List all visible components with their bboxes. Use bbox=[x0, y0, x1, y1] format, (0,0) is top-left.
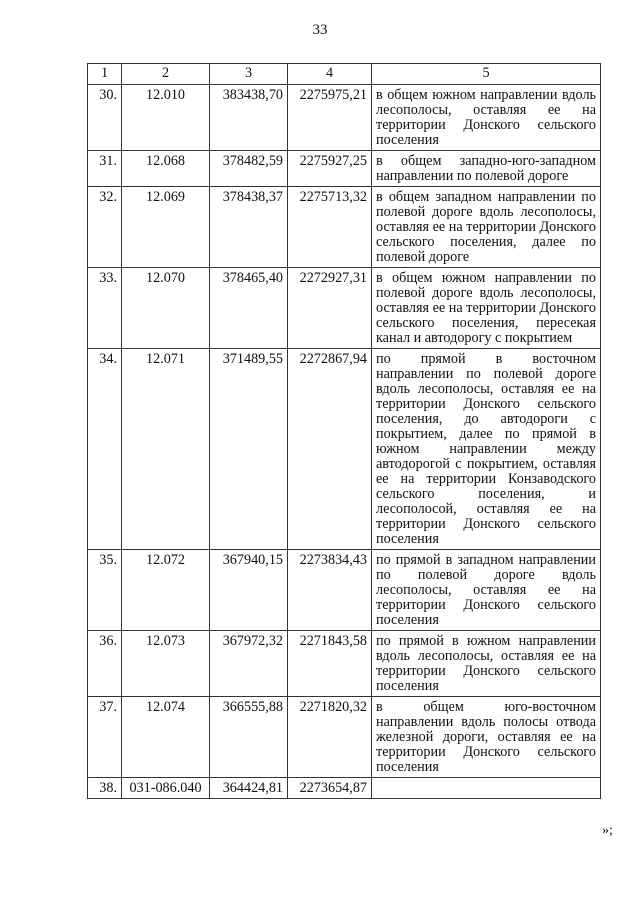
table-row bbox=[88, 85, 601, 151]
boundary-description: в общем западно-юго-западном направлении по полевой дороге bbox=[372, 151, 601, 187]
point-id: 12.069 bbox=[122, 187, 210, 268]
table-row bbox=[88, 778, 601, 799]
header-col-5: 5 bbox=[372, 64, 601, 85]
point-id: 12.073 bbox=[122, 631, 210, 697]
row-number: 31. bbox=[88, 151, 122, 187]
row-number: 32. bbox=[88, 187, 122, 268]
boundary-description: в общем юго-восточном направлении вдоль полосы отвода железной дороги, оставляя ее на территории Донского сельского поселения bbox=[372, 697, 601, 778]
table-row bbox=[88, 697, 601, 778]
row-number: 34. bbox=[88, 349, 122, 550]
boundary-description: по прямой в южном направлении вдоль лесополосы, оставляя ее на территории Донского сельского поселения bbox=[372, 631, 601, 697]
coord-x: 364424,81 bbox=[210, 778, 288, 799]
coord-x: 366555,88 bbox=[210, 697, 288, 778]
point-id: 12.068 bbox=[122, 151, 210, 187]
table-row bbox=[88, 349, 601, 550]
point-id: 12.071 bbox=[122, 349, 210, 550]
point-id: 12.072 bbox=[122, 550, 210, 631]
coord-y: 2275975,21 bbox=[288, 85, 372, 151]
coord-x: 367940,15 bbox=[210, 550, 288, 631]
table-row bbox=[88, 187, 601, 268]
table-row bbox=[88, 268, 601, 349]
coord-x: 383438,70 bbox=[210, 85, 288, 151]
boundary-description bbox=[372, 778, 601, 799]
point-id: 12.074 bbox=[122, 697, 210, 778]
boundary-description: по прямой в западном направлении по полевой дороге вдоль лесополосы, оставляя ее на территории Донского сельского поселения bbox=[372, 550, 601, 631]
header-col-2: 2 bbox=[122, 64, 210, 85]
coord-y: 2272927,31 bbox=[288, 268, 372, 349]
coord-x: 371489,55 bbox=[210, 349, 288, 550]
coord-y: 2272867,94 bbox=[288, 349, 372, 550]
row-number: 37. bbox=[88, 697, 122, 778]
header-row bbox=[88, 64, 601, 85]
coord-y: 2271820,32 bbox=[288, 697, 372, 778]
coord-y: 2271843,58 bbox=[288, 631, 372, 697]
coord-x: 378465,40 bbox=[210, 268, 288, 349]
coord-y: 2275713,32 bbox=[288, 187, 372, 268]
boundary-description: в общем южном направлении вдоль лесополосы, оставляя ее на территории Донского сельского поселения bbox=[372, 85, 601, 151]
point-id: 031-086.040 bbox=[122, 778, 210, 799]
closing-quote-mark: »; bbox=[602, 823, 613, 838]
coord-x: 378482,59 bbox=[210, 151, 288, 187]
coord-y: 2275927,25 bbox=[288, 151, 372, 187]
boundary-description: в общем западном направлении по полевой дороге вдоль лесополосы, оставляя ее на территории Донского сельского поселения, далее по полевой дороге bbox=[372, 187, 601, 268]
row-number: 33. bbox=[88, 268, 122, 349]
boundary-table bbox=[87, 63, 601, 799]
row-number: 38. bbox=[88, 778, 122, 799]
coord-y: 2273834,43 bbox=[288, 550, 372, 631]
header-col-4: 4 bbox=[288, 64, 372, 85]
row-number: 30. bbox=[88, 85, 122, 151]
row-number: 35. bbox=[88, 550, 122, 631]
page-number: 33 bbox=[312, 22, 328, 38]
table-row bbox=[88, 550, 601, 631]
header-col-3: 3 bbox=[210, 64, 288, 85]
boundary-description: по прямой в восточном направлении по полевой дороге вдоль лесополосы, оставляя ее на территории Донского сельского поселения, до автодороги с покрытием, далее по прямой в южном направлении между автодорогой с покрытием, оставляя ее на территории Конзаводского сельского поселения, и лесополосой, оставляя ее на территории Донского сельского поселения bbox=[372, 349, 601, 550]
header-col-1: 1 bbox=[88, 64, 122, 85]
boundary-description: в общем южном направлении по полевой дороге вдоль лесополосы, оставляя ее на территории Донского сельского поселения, пересекая канал и автодорогу с покрытием bbox=[372, 268, 601, 349]
coord-x: 378438,37 bbox=[210, 187, 288, 268]
coord-y: 2273654,87 bbox=[288, 778, 372, 799]
point-id: 12.070 bbox=[122, 268, 210, 349]
row-number: 36. bbox=[88, 631, 122, 697]
coord-x: 367972,32 bbox=[210, 631, 288, 697]
table-row bbox=[88, 151, 601, 187]
table-row bbox=[88, 631, 601, 697]
point-id: 12.010 bbox=[122, 85, 210, 151]
